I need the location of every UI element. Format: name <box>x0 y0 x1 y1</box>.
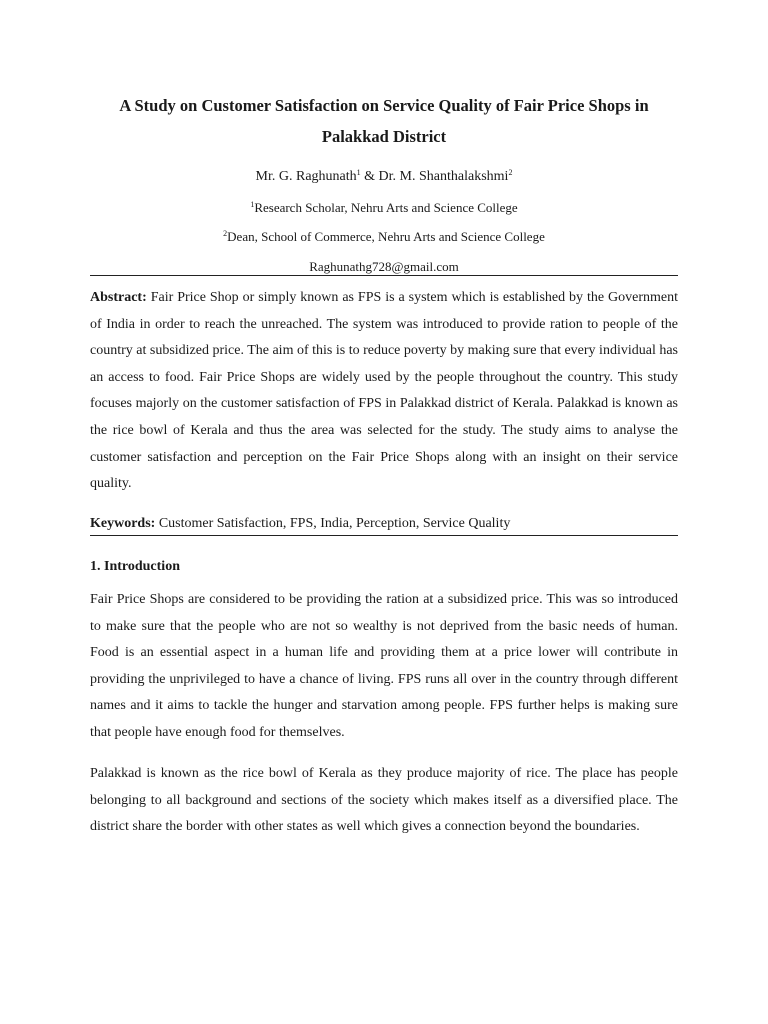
keywords-text: Customer Satisfaction, FPS, India, Perception, Service Quality <box>155 516 511 531</box>
author-joiner: & <box>360 169 379 184</box>
abstract-label: Abstract: <box>90 290 147 305</box>
affiliation-1-mark: 1 <box>250 200 255 209</box>
affiliation-2-text: Dean, School of Commerce, Nehru Arts and Science College <box>227 229 545 244</box>
abstract-paragraph <box>90 285 678 498</box>
introduction-heading: 1. Introduction <box>90 559 180 574</box>
keywords-line <box>90 511 678 537</box>
keywords-label: Keywords: <box>90 516 156 531</box>
author-2-affiliation-mark: 2 <box>508 168 513 177</box>
author-1-affiliation-mark: 1 <box>356 168 361 177</box>
introduction-paragraph-2: Palakkad is known as the rice bowl of Kerala as they produce majority of rice. The place has people belonging to all background and sections of the society which makes itself as a diversified place. The district share the border with other states as well which gives a connection beyond the boundaries. <box>90 766 678 835</box>
author-1-name: Mr. G. Raghunath <box>255 169 357 184</box>
abstract-text: Fair Price Shop or simply known as FPS is a system which is established by the Government of India in order to reach the unreached. The system was introduced to provide ration to people of the country at subsidized price. The aim of this is to reduce poverty by making sure that every individual has an access to food. Fair Price Shops are widely used by the people throughout the country. This study focuses majorly on the customer satisfaction of FPS in Palakkad district of Kerala. Palakkad is known as the rice bowl of Kerala and thus the area was selected for the study. The study aims to analyse the customer satisfaction and perception on the Fair Price Shops along with an insight on their service quality. <box>90 290 678 492</box>
keywords-divider <box>90 535 678 536</box>
author-line <box>90 167 678 187</box>
header-divider <box>90 275 678 276</box>
author-email: Raghunathg728@gmail.com <box>309 259 459 274</box>
author-2-name: Dr. M. Shanthalakshmi <box>378 169 509 184</box>
affiliation-1-text: Research Scholar, Nehru Arts and Science College <box>254 200 518 215</box>
affiliation-2-mark: 2 <box>223 229 228 238</box>
paper-title: A Study on Customer Satisfaction on Service Quality of Fair Price Shops in Palakkad District <box>119 96 649 146</box>
introduction-paragraph-1: Fair Price Shops are considered to be providing the ration at a subsidized price. This was so introduced to make sure that the people who are not so wealthy is not deprived from the basic needs of human. Food is an essential aspect in a human life and providing them at a price lower will contribute in providing the unprivileged to have a chance of living. FPS runs all over in the country through different names and it aims to tackle the hunger and starvation among people. FPS further helps is making sure that people have enough food for themselves. <box>90 592 678 740</box>
affiliation-2 <box>90 227 678 247</box>
affiliation-1 <box>90 198 678 218</box>
